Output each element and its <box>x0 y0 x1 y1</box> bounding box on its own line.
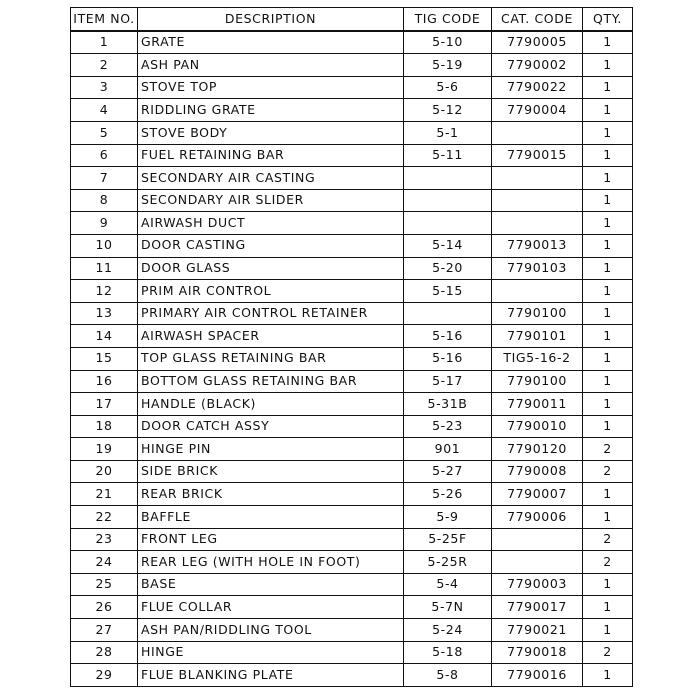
description-cell: BOTTOM GLASS RETAINING BAR <box>138 370 404 393</box>
table-row <box>71 325 633 348</box>
table-row <box>71 280 633 303</box>
item-no-cell: 3 <box>71 76 138 99</box>
tig-code-cell: 5-7N <box>404 596 492 619</box>
tig-code-cell <box>404 302 492 325</box>
qty-cell: 2 <box>583 528 633 551</box>
cat-code-cell: 7790100 <box>492 302 583 325</box>
qty-cell: 1 <box>583 596 633 619</box>
table-row <box>71 167 633 190</box>
parts-list-table <box>70 7 633 687</box>
item-no-cell: 5 <box>71 121 138 144</box>
cat-code-cell: 7790011 <box>492 393 583 416</box>
table-row <box>71 664 633 687</box>
item-no-cell: 15 <box>71 347 138 370</box>
cat-code-cell: 7790018 <box>492 641 583 664</box>
table-row <box>71 619 633 642</box>
description-cell: REAR BRICK <box>138 483 404 506</box>
table-row <box>71 121 633 144</box>
description-cell: HINGE PIN <box>138 438 404 461</box>
description-cell: ASH PAN/RIDDLING TOOL <box>138 619 404 642</box>
table-row <box>71 528 633 551</box>
description-cell: DOOR GLASS <box>138 257 404 280</box>
tig-code-cell: 5-10 <box>404 31 492 54</box>
cat-code-cell: 7790017 <box>492 596 583 619</box>
item-no-cell: 21 <box>71 483 138 506</box>
tig-code-cell <box>404 189 492 212</box>
item-no-cell: 29 <box>71 664 138 687</box>
cat-code-cell: 7790103 <box>492 257 583 280</box>
item-no-cell: 18 <box>71 415 138 438</box>
item-no-cell: 23 <box>71 528 138 551</box>
table-row <box>71 234 633 257</box>
tig-code-cell: 5-12 <box>404 99 492 122</box>
table-row <box>71 257 633 280</box>
qty-cell: 1 <box>583 664 633 687</box>
item-no-cell: 24 <box>71 551 138 574</box>
qty-cell: 1 <box>583 189 633 212</box>
tig-code-cell: 5-25R <box>404 551 492 574</box>
tig-code-cell: 5-24 <box>404 619 492 642</box>
description-cell: PRIM AIR CONTROL <box>138 280 404 303</box>
qty-cell: 1 <box>583 393 633 416</box>
cat-code-cell <box>492 551 583 574</box>
tig-code-cell: 5-19 <box>404 54 492 77</box>
description-cell: FRONT LEG <box>138 528 404 551</box>
item-no-cell: 22 <box>71 506 138 529</box>
qty-cell: 1 <box>583 280 633 303</box>
description-cell: STOVE TOP <box>138 76 404 99</box>
item-no-cell: 7 <box>71 167 138 190</box>
header-qty: QTY. <box>583 8 633 31</box>
item-no-cell: 12 <box>71 280 138 303</box>
qty-cell: 2 <box>583 438 633 461</box>
cat-code-cell: 7790008 <box>492 460 583 483</box>
cat-code-cell: 7790004 <box>492 99 583 122</box>
cat-code-cell <box>492 212 583 235</box>
item-no-cell: 17 <box>71 393 138 416</box>
table-row <box>71 596 633 619</box>
cat-code-cell: 7790120 <box>492 438 583 461</box>
item-no-cell: 10 <box>71 234 138 257</box>
tig-code-cell: 5-11 <box>404 144 492 167</box>
cat-code-cell: 7790016 <box>492 664 583 687</box>
tig-code-cell <box>404 212 492 235</box>
item-no-cell: 9 <box>71 212 138 235</box>
qty-cell: 1 <box>583 234 633 257</box>
item-no-cell: 19 <box>71 438 138 461</box>
tig-code-cell: 5-4 <box>404 573 492 596</box>
qty-cell: 1 <box>583 415 633 438</box>
header-item-no: ITEM NO. <box>71 8 138 31</box>
qty-cell: 1 <box>583 347 633 370</box>
description-cell: REAR LEG (WITH HOLE IN FOOT) <box>138 551 404 574</box>
cat-code-cell: 7790015 <box>492 144 583 167</box>
description-cell: SIDE BRICK <box>138 460 404 483</box>
qty-cell: 1 <box>583 31 633 54</box>
cat-code-cell: TIG5-16-2 <box>492 347 583 370</box>
description-cell: BAFFLE <box>138 506 404 529</box>
table-row <box>71 460 633 483</box>
cat-code-cell <box>492 280 583 303</box>
qty-cell: 1 <box>583 302 633 325</box>
description-cell: TOP GLASS RETAINING BAR <box>138 347 404 370</box>
tig-code-cell: 5-1 <box>404 121 492 144</box>
tig-code-cell: 5-14 <box>404 234 492 257</box>
qty-cell: 2 <box>583 551 633 574</box>
cat-code-cell: 7790022 <box>492 76 583 99</box>
item-no-cell: 20 <box>71 460 138 483</box>
cat-code-cell: 7790010 <box>492 415 583 438</box>
qty-cell: 1 <box>583 619 633 642</box>
cat-code-cell <box>492 121 583 144</box>
tig-code-cell: 5-20 <box>404 257 492 280</box>
table-row <box>71 302 633 325</box>
qty-cell: 1 <box>583 573 633 596</box>
cat-code-cell: 7790005 <box>492 31 583 54</box>
item-no-cell: 11 <box>71 257 138 280</box>
description-cell: AIRWASH DUCT <box>138 212 404 235</box>
qty-cell: 1 <box>583 144 633 167</box>
item-no-cell: 4 <box>71 99 138 122</box>
description-cell: STOVE BODY <box>138 121 404 144</box>
qty-cell: 1 <box>583 121 633 144</box>
table-row <box>71 212 633 235</box>
item-no-cell: 1 <box>71 31 138 54</box>
table-row <box>71 483 633 506</box>
header-cat-code: CAT. CODE <box>492 8 583 31</box>
description-cell: FLUE BLANKING PLATE <box>138 664 404 687</box>
table-row <box>71 573 633 596</box>
table-row <box>71 551 633 574</box>
item-no-cell: 27 <box>71 619 138 642</box>
tig-code-cell: 5-16 <box>404 325 492 348</box>
description-cell: FLUE COLLAR <box>138 596 404 619</box>
item-no-cell: 8 <box>71 189 138 212</box>
table-header <box>71 8 633 31</box>
table-row <box>71 31 633 54</box>
item-no-cell: 6 <box>71 144 138 167</box>
cat-code-cell: 7790006 <box>492 506 583 529</box>
qty-cell: 1 <box>583 325 633 348</box>
tig-code-cell: 5-25F <box>404 528 492 551</box>
table-row <box>71 641 633 664</box>
description-cell: SECONDARY AIR SLIDER <box>138 189 404 212</box>
qty-cell: 1 <box>583 54 633 77</box>
item-no-cell: 2 <box>71 54 138 77</box>
tig-code-cell: 5-27 <box>404 460 492 483</box>
cat-code-cell: 7790007 <box>492 483 583 506</box>
cat-code-cell: 7790003 <box>492 573 583 596</box>
table-row <box>71 415 633 438</box>
qty-cell: 1 <box>583 99 633 122</box>
item-no-cell: 16 <box>71 370 138 393</box>
description-cell: DOOR CATCH ASSY <box>138 415 404 438</box>
tig-code-cell: 5-23 <box>404 415 492 438</box>
tig-code-cell: 5-15 <box>404 280 492 303</box>
description-cell: GRATE <box>138 31 404 54</box>
tig-code-cell <box>404 167 492 190</box>
item-no-cell: 13 <box>71 302 138 325</box>
cat-code-cell <box>492 528 583 551</box>
cat-code-cell: 7790021 <box>492 619 583 642</box>
table-row <box>71 76 633 99</box>
item-no-cell: 14 <box>71 325 138 348</box>
qty-cell: 1 <box>583 370 633 393</box>
table-row <box>71 393 633 416</box>
tig-code-cell: 901 <box>404 438 492 461</box>
description-cell: PRIMARY AIR CONTROL RETAINER <box>138 302 404 325</box>
table-row <box>71 54 633 77</box>
qty-cell: 1 <box>583 167 633 190</box>
table-row <box>71 347 633 370</box>
description-cell: ASH PAN <box>138 54 404 77</box>
description-cell: FUEL RETAINING BAR <box>138 144 404 167</box>
table-row <box>71 438 633 461</box>
qty-cell: 2 <box>583 460 633 483</box>
qty-cell: 1 <box>583 212 633 235</box>
table-row <box>71 99 633 122</box>
tig-code-cell: 5-8 <box>404 664 492 687</box>
cat-code-cell <box>492 167 583 190</box>
tig-code-cell: 5-26 <box>404 483 492 506</box>
qty-cell: 1 <box>583 257 633 280</box>
description-cell: HINGE <box>138 641 404 664</box>
table-row <box>71 189 633 212</box>
header-row <box>71 8 633 31</box>
cat-code-cell <box>492 189 583 212</box>
qty-cell: 1 <box>583 483 633 506</box>
description-cell: SECONDARY AIR CASTING <box>138 167 404 190</box>
tig-code-cell: 5-31B <box>404 393 492 416</box>
description-cell: DOOR CASTING <box>138 234 404 257</box>
description-cell: HANDLE (BLACK) <box>138 393 404 416</box>
tig-code-cell: 5-6 <box>404 76 492 99</box>
cat-code-cell: 7790002 <box>492 54 583 77</box>
item-no-cell: 28 <box>71 641 138 664</box>
qty-cell: 1 <box>583 506 633 529</box>
table-row <box>71 506 633 529</box>
table-body <box>71 31 633 687</box>
table-row <box>71 144 633 167</box>
table-row <box>71 370 633 393</box>
cat-code-cell: 7790100 <box>492 370 583 393</box>
tig-code-cell: 5-17 <box>404 370 492 393</box>
header-tig-code: TIG CODE <box>404 8 492 31</box>
cat-code-cell: 7790013 <box>492 234 583 257</box>
qty-cell: 1 <box>583 76 633 99</box>
tig-code-cell: 5-16 <box>404 347 492 370</box>
description-cell: BASE <box>138 573 404 596</box>
tig-code-cell: 5-9 <box>404 506 492 529</box>
cat-code-cell: 7790101 <box>492 325 583 348</box>
tig-code-cell: 5-18 <box>404 641 492 664</box>
qty-cell: 2 <box>583 641 633 664</box>
header-description: DESCRIPTION <box>138 8 404 31</box>
item-no-cell: 26 <box>71 596 138 619</box>
description-cell: AIRWASH SPACER <box>138 325 404 348</box>
description-cell: RIDDLING GRATE <box>138 99 404 122</box>
item-no-cell: 25 <box>71 573 138 596</box>
